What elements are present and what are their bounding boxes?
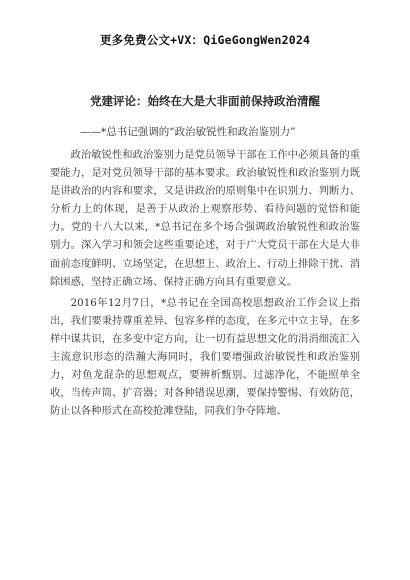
watermark-header: 更多免费公文+VX：QiGeGongWen2024	[99, 33, 311, 47]
subtitle: ——*总书记强调的“政治敏锐性和政治鉴别力”	[80, 126, 296, 138]
paragraph: 2016年12月7日，*总书记在全国高校思想政治工作会议上指出，我们要秉持尊重差异、包容多样的态度，在多元中立主导，在多样中谋共识，在多变中定方向，让一切有益思想文化的涓涓细流汇入主流意识形态的浩瀚大海同时，我们要增强政治敏锐性和政治鉴别力，对鱼龙混杂的思想观点，要辨析甄别、过滤净化，不能照单全收，当传声筒、扩音器；对各种错误思潮，要保持警惕、有效防范，防止以各种形式在高校抢滩登陆，同我们争夺阵地、	[50, 296, 360, 418]
page-title: 党建评论：始终在大是大非面前保持政治清醒	[90, 94, 320, 108]
paragraph: 政治敏锐性和政治鉴别力是党员领导干部在工作中必须具备的重要能力，是对党员领导干部的基本要求。政治敏锐性和政治鉴别力既是讲政治的内容和要求，又是讲政治的原则集中在识别力、判断力、分析力上的体现，是善于从政治上观察形势、看待问题的觉悟和能力。党的十八大以来，*总书记在多个场合强调政治敏锐性和政治鉴别力。深入学习和领会这些重要论述，对于广大党员干部在大是大非面前态度鲜明、立场坚定，在思想上、政治上、行动上排除干扰、消除困惑，坚持正确立场、保持正确方向具有重要意义。	[50, 149, 360, 288]
body-text	[50, 146, 360, 423]
